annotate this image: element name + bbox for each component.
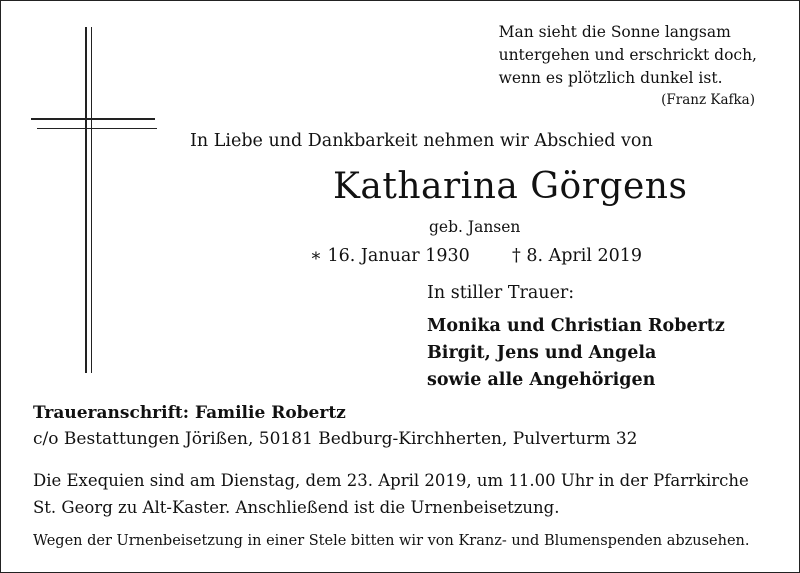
service-details xyxy=(33,467,749,521)
mourner-line: sowie alle Angehörigen xyxy=(427,370,656,390)
flower-note: Wegen der Urnenbeisetzung in einer Stele bitten wir von Kranz- und Blumenspenden abzusehen. xyxy=(33,533,750,549)
mourners-heading: In stiller Trauer: xyxy=(427,283,575,303)
mourners-list xyxy=(427,313,725,394)
quote-line: wenn es plötzlich dunkel ist. xyxy=(498,69,723,87)
death-date: † 8. April 2019 xyxy=(512,246,643,266)
quote-line: Man sieht die Sonne langsam xyxy=(498,23,731,41)
quote-line: untergehen und erschrickt doch, xyxy=(498,46,757,64)
kafka-quote xyxy=(499,21,757,90)
address-line: c/o Bestattungen Jörißen, 50181 Bedburg-Kirchherten, Pulverturm 32 xyxy=(33,429,638,449)
mourner-line: Monika und Christian Robertz xyxy=(427,316,725,336)
maiden-name: geb. Jansen xyxy=(429,218,521,236)
quote-author: (Franz Kafka) xyxy=(661,92,755,108)
address-heading: Traueranschrift: Familie Robertz xyxy=(33,403,346,423)
mourner-line: Birgit, Jens und Angela xyxy=(427,343,657,363)
service-line: Die Exequien sind am Dienstag, dem 23. April 2019, um 11.00 Uhr in der Pfarrkirche xyxy=(33,471,749,490)
deceased-name: Katharina Görgens xyxy=(333,166,688,207)
intro-text: In Liebe und Dankbarkeit nehmen wir Abschied von xyxy=(190,131,653,151)
birth-date: ∗ 16. Januar 1930 xyxy=(310,246,470,266)
service-line: St. Georg zu Alt-Kaster. Anschließend ist die Urnenbeisetzung. xyxy=(33,498,560,517)
